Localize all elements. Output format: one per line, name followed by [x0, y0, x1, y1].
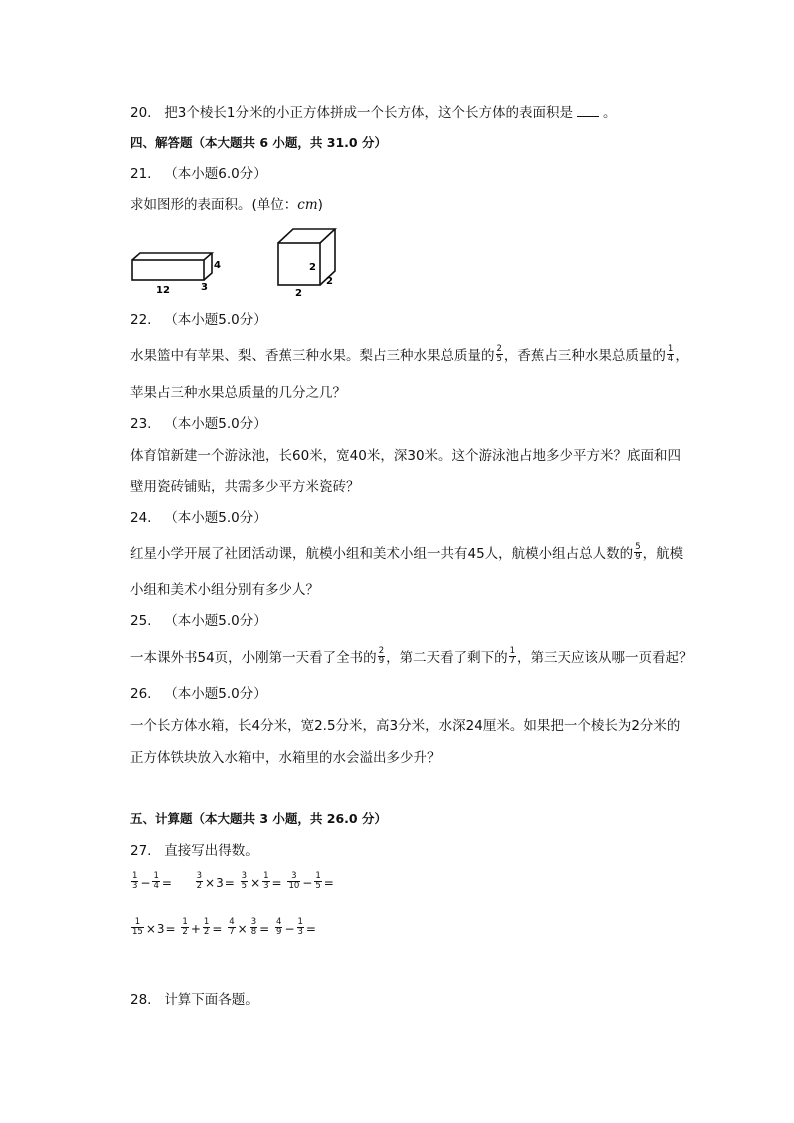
question-24-line-1: 红星小学开展了社团活动课，航模小组和美术小组一共有45人，航模小组占总人数的 $\frac{5}{9}$ ，航模: [130, 541, 684, 562]
section-4-title: 四、解答题（本大题共 6 小题，共 31.0 分）: [130, 135, 387, 150]
cube-side-edge-label: 2: [326, 276, 333, 287]
question-28: 28. 计算下面各题。: [130, 992, 259, 1008]
cuboid-height-label: 4: [214, 260, 221, 271]
question-23-line-1: 体育馆新建一个游泳池，长60米，宽40米，深30米。这个游泳池占地多少平方米？底面和四: [130, 448, 682, 464]
question-24-line-2: 小组和美术小组分别有多少人？: [130, 582, 319, 598]
question-text: 把3个棱长1分米的小正方体拼成一个长方体，这个长方体的表面积是: [164, 105, 573, 121]
calc-row-2: [130, 917, 317, 939]
unit-label: cm: [297, 197, 318, 213]
question-number: 20.: [130, 105, 152, 121]
question-27-header: 27. 直接写出得数。: [130, 843, 259, 859]
figure-cuboid: [128, 246, 228, 296]
fraction: $\frac{5}{9}$: [635, 541, 641, 562]
calc-row-1: [130, 871, 335, 893]
cube-front-edge-label: 2: [309, 262, 316, 273]
question-score: （本小题6.0分）: [164, 166, 267, 182]
question-26-line-1: 一个长方体水箱，长4分米，宽2.5分米，高3分米，水深24厘米。如果把一个棱长为2分米的: [130, 718, 681, 734]
fraction: $\frac{1}{4}$: [667, 343, 674, 364]
question-23-header: 23. （本小题5.0分）: [130, 416, 267, 432]
question-25-header: 25. （本小题5.0分）: [130, 613, 267, 629]
cuboid-width-label: 3: [201, 282, 208, 293]
calc-expression: $\frac{3}{5}$ × $\frac{1}{3}$ =: [241, 871, 282, 891]
calc-expression: $\frac{1}{15}$ ×3=: [132, 917, 176, 937]
question-number: 21.: [130, 166, 152, 182]
cuboid-top-face: [132, 253, 212, 260]
question-21-header: [130, 164, 267, 184]
calc-expression: $\frac{1}{3}$ − $\frac{1}{4}$ =: [132, 871, 172, 891]
answer-blank[interactable]: [577, 102, 599, 117]
fraction: $\frac{2}{9}$: [378, 645, 385, 666]
cube-top-face: [278, 229, 335, 243]
cuboid-length-label: 12: [156, 285, 170, 296]
calc-expression: $\frac{4}{9}$ − $\frac{1}{3}$ =: [276, 917, 316, 937]
question-22-line-2: 苹果占三种水果总质量的几分之几？: [130, 385, 346, 401]
question-22-header: 22. （本小题5.0分）: [130, 312, 267, 328]
question-23-line-2: 壁用瓷砖铺贴，共需多少平方米瓷砖？: [130, 479, 360, 495]
figure-cube: [274, 226, 344, 300]
fraction: $\frac{2}{5}$: [496, 343, 502, 364]
calc-expression: $\frac{3}{10}$ − $\frac{1}{5}$ =: [288, 871, 334, 891]
question-24-header: 24. （本小题5.0分）: [130, 510, 267, 526]
question-26-header: 26. （本小题5.0分）: [130, 686, 267, 702]
calc-expression: $\frac{1}{2}$ + $\frac{1}{2}$ =: [182, 917, 223, 937]
calc-expression: $\frac{3}{2}$ ×3=: [196, 871, 235, 891]
section-5-title: 五、计算题（本大题共 3 小题，共 26.0 分）: [130, 811, 387, 826]
fraction: $\frac{1}{7}$: [509, 645, 516, 666]
question-21-text: 求如图形的表面积。(单位：cm): [130, 197, 323, 213]
question-25-text: 一本课外书54页，小刚第一天看了全书的 $\frac{2}{9}$ ，第二天看了剩下的 $\frac{1}{7}$ ，第三天应该从哪一页看起？: [130, 645, 693, 666]
question-22-line-1: 水果篮中有苹果、梨、香蕉三种水果。梨占三种水果总质量的 $\frac{2}{5}$ ，香蕉占三种水果总质量的 $\frac{1}{4}$ ，: [130, 343, 689, 364]
cuboid-front-face: [132, 260, 204, 280]
calc-expression: $\frac{4}{7}$ × $\frac{3}{8}$ =: [229, 917, 270, 937]
question-20: 20. 把3个棱长1分米的小正方体拼成一个长方体，这个长方体的表面积是 。: [130, 102, 616, 123]
cube-bottom-edge-label: 2: [295, 288, 302, 299]
question-26-line-2: 正方体铁块放入水箱中，水箱里的水会溢出多少升？: [130, 750, 441, 766]
